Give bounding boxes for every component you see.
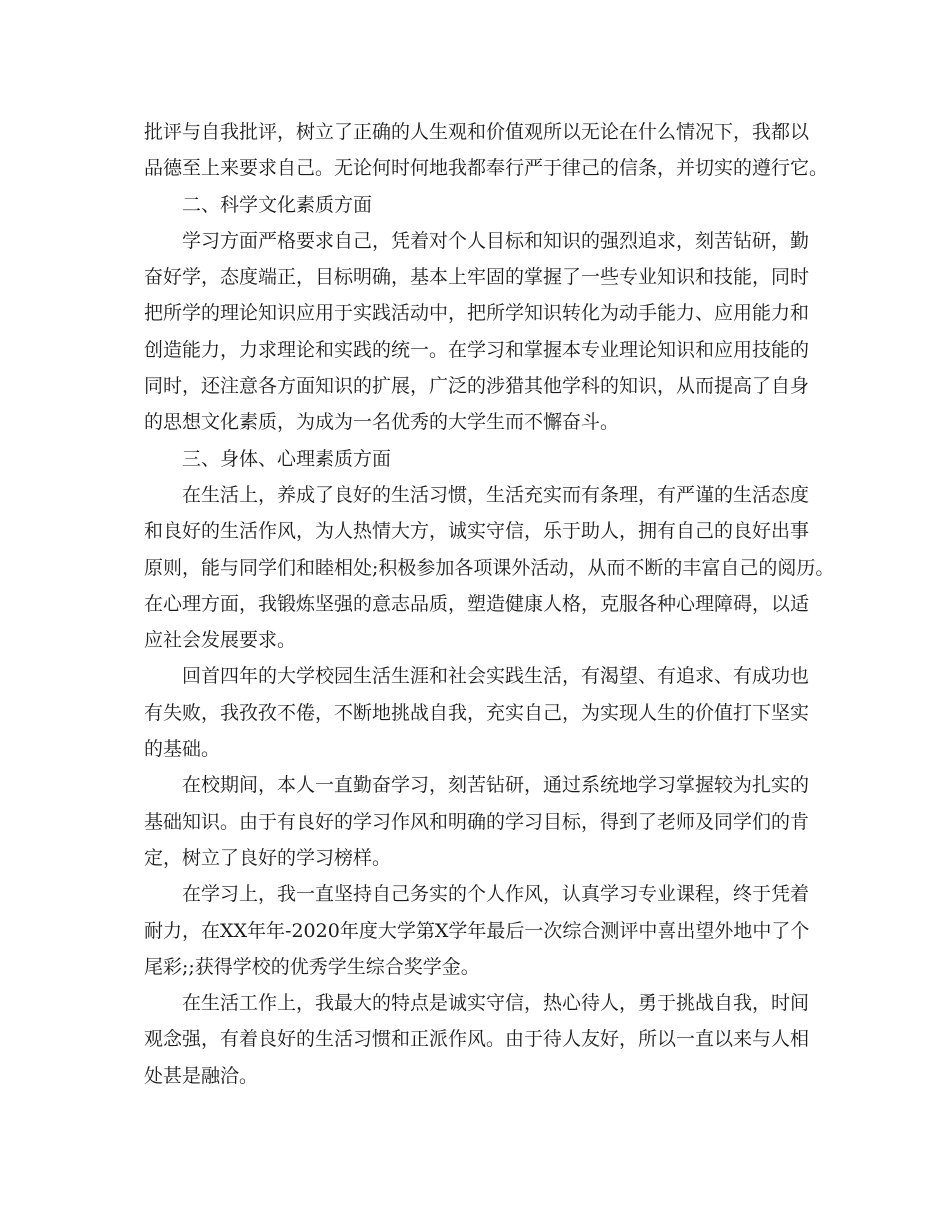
text-line: 应社会发展要求。 [144, 629, 297, 652]
text-line: 观念强，有着良好的生活习惯和正派作风。由于待人友好，所以一直以来与人相 [144, 1028, 810, 1051]
text-line: 学习方面严格要求自己，凭着对个人目标和知识的强烈追求，刻苦钻研，勤 [182, 229, 810, 252]
text-line: 奋好学，态度端正，目标明确，基本上牢固的掌握了一些专业知识和技能，同时 [144, 266, 810, 289]
text-line: 同时，还注意各方面知识的扩展，广泛的涉猎其他学科的知识，从而提高了自身 [144, 375, 810, 398]
text-line: 尾彩;;获得学校的优秀学生综合奖学金。 [144, 955, 480, 978]
text-line: 基础知识。由于有良好的学习作风和明确的学习目标，得到了老师及同学们的肯 [144, 810, 810, 833]
text-line: 批评与自我批评，树立了正确的人生观和价值观所以无论在什么情况下，我都以 [144, 121, 810, 143]
text-line: 耐力，在XX年年-2020年度大学第X学年最后一次综合测评中喜出望外地中了个 [144, 919, 810, 942]
text-line: 原则，能与同学们和睦相处;积极参加各项课外活动，从而不断的丰富自己的阅历。 [144, 556, 835, 579]
text-line: 在学习上，我一直坚持自己务实的个人作风，认真学习专业课程，终于凭着 [182, 883, 810, 906]
text-line: 在心理方面，我锻炼坚强的意志品质，塑造健康人格，克服各种心理障碍，以适 [144, 592, 810, 615]
text-line: 回首四年的大学校园生活生涯和社会实践生活，有渴望、有追求、有成功也 [182, 665, 810, 688]
section-heading: 二、科学文化素质方面 [182, 193, 373, 216]
text-line: 创造能力，力求理论和实践的统一。在学习和掌握本专业理论知识和应用技能的 [144, 338, 810, 361]
text-line: 在校期间，本人一直勤奋学习，刻苦钻研，通过系统地学习掌握较为扎实的 [182, 774, 810, 797]
text-line: 定，树立了良好的学习榜样。 [144, 846, 392, 869]
text-line: 的思想文化素质，为成为一名优秀的大学生而不懈奋斗。 [144, 411, 620, 434]
text-line: 把所学的理论知识应用于实践活动中，把所学知识转化为动手能力、应用能力和 [144, 302, 810, 325]
text-line: 和良好的生活作风，为人热情大方，诚实守信，乐于助人，拥有自己的良好出事 [144, 520, 810, 543]
text-line: 处甚是融洽。 [144, 1064, 259, 1087]
text-line: 在生活上，养成了良好的生活习惯，生活充实而有条理，有严谨的生活态度 [182, 483, 810, 506]
text-line: 在生活工作上，我最大的特点是诚实守信，热心待人，勇于挑战自我，时间 [182, 992, 810, 1015]
document-body [144, 114, 835, 1094]
text-line: 有失败，我孜孜不倦，不断地挑战自我，充实自己，为实现人生的价值打下坚实 [144, 701, 810, 724]
text-line: 的基础。 [144, 738, 221, 761]
section-heading: 三、身体、心理素质方面 [182, 447, 392, 470]
text-line: 品德至上来要求自己。无论何时何地我都奉行严于律己的信条，并切实的遵行它。 [144, 157, 829, 180]
